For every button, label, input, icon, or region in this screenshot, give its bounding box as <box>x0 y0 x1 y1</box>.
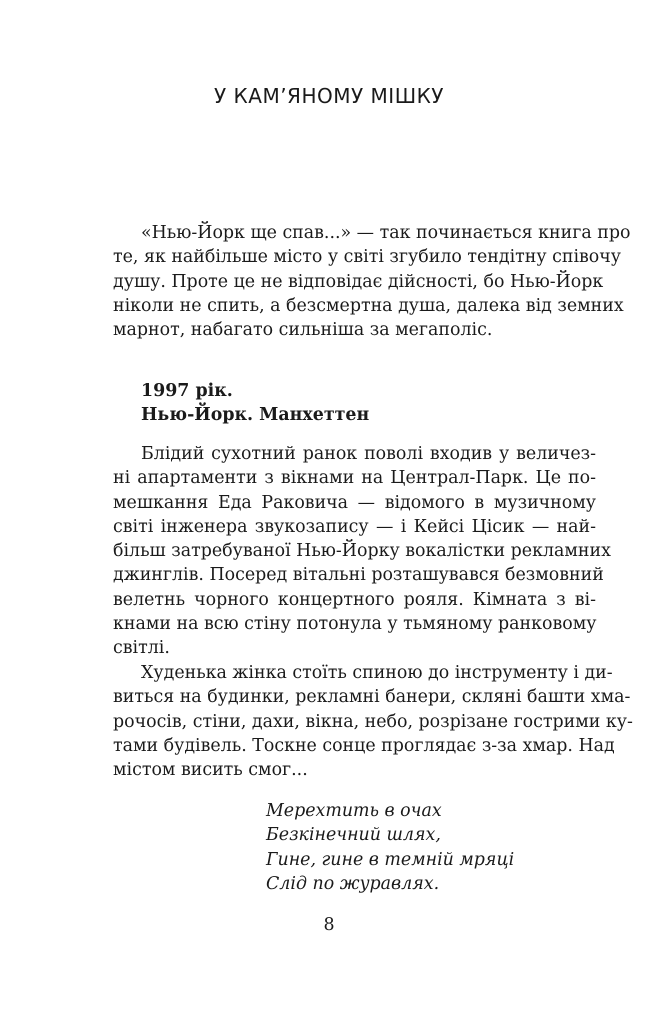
paragraph-line: містом висить смог... <box>113 760 308 781</box>
paragraph-line: велетнь чорного концертного рояля. Кімната з ві- <box>113 589 596 610</box>
section-year: 1997 рік. <box>141 381 233 401</box>
paragraph-line: Худенька жінка стоїть спиною до інструменту і ди- <box>141 663 613 683</box>
intro-line: марнот, набагато сильніша за мегаполіс. <box>113 320 493 341</box>
poem-line: Гине, гине в темній мряці <box>266 849 515 870</box>
intro-line: ніколи не спить, а безсмертна душа, далека від земних <box>113 295 624 316</box>
section-place: Нью-Йорк. Манхеттен <box>141 405 370 426</box>
intro-line: те, як найбільше місто у світі згубило тендітну співочу <box>113 247 621 268</box>
paragraph-line: Блідий сухотний ранок поволі входив у величез- <box>141 444 596 464</box>
poem-line: Безкінечний шлях, <box>266 825 441 846</box>
paragraph-line: джинглів. Посеред вітальні розташувався безмовний <box>113 565 604 586</box>
intro-paragraph <box>113 221 631 342</box>
story-paragraph-1 <box>113 442 611 661</box>
paragraph-line: мешкання Еда Раковича — відомого в музичному <box>113 492 596 513</box>
paragraph-line: кнами на всю стіну потонула у тьмяному ранковому <box>113 614 597 635</box>
section-heading <box>141 379 369 428</box>
poem-line: Слід по журавлях. <box>266 873 440 894</box>
chapter-title: У КАМ’ЯНОМУ МІШКУ <box>214 84 444 108</box>
paragraph-line: тами будівель. Тоскне сонце проглядає з-за хмар. Над <box>113 735 615 756</box>
paragraph-line: ні апартаменти з вікнами на Централ-Парк. Це по- <box>113 468 596 489</box>
intro-line: «Нью-Йорк ще спав...» — так починається книга про <box>141 223 631 243</box>
paragraph-line: більш затребуваної Нью-Йорку вокалістки рекламних <box>113 541 611 562</box>
intro-line: душу. Проте це не відповідає дійсності, бо Нью-Йорк <box>113 271 604 292</box>
paragraph-line: виться на будинки, рекламні банери, скляні башти хма- <box>113 687 631 708</box>
paragraph-line: рочосів, стіни, дахи, вікна, небо, розрізане гострими ку- <box>113 711 633 732</box>
paragraph-line: світлі. <box>113 638 170 659</box>
paragraph-line: світі інженера звукозапису — і Кейсі Цісик — най- <box>113 516 596 537</box>
poem-line: Мерехтить в очах <box>266 801 442 821</box>
page-number: 8 <box>323 915 335 935</box>
poem-stanza <box>266 799 514 896</box>
story-paragraph-2 <box>113 661 633 782</box>
